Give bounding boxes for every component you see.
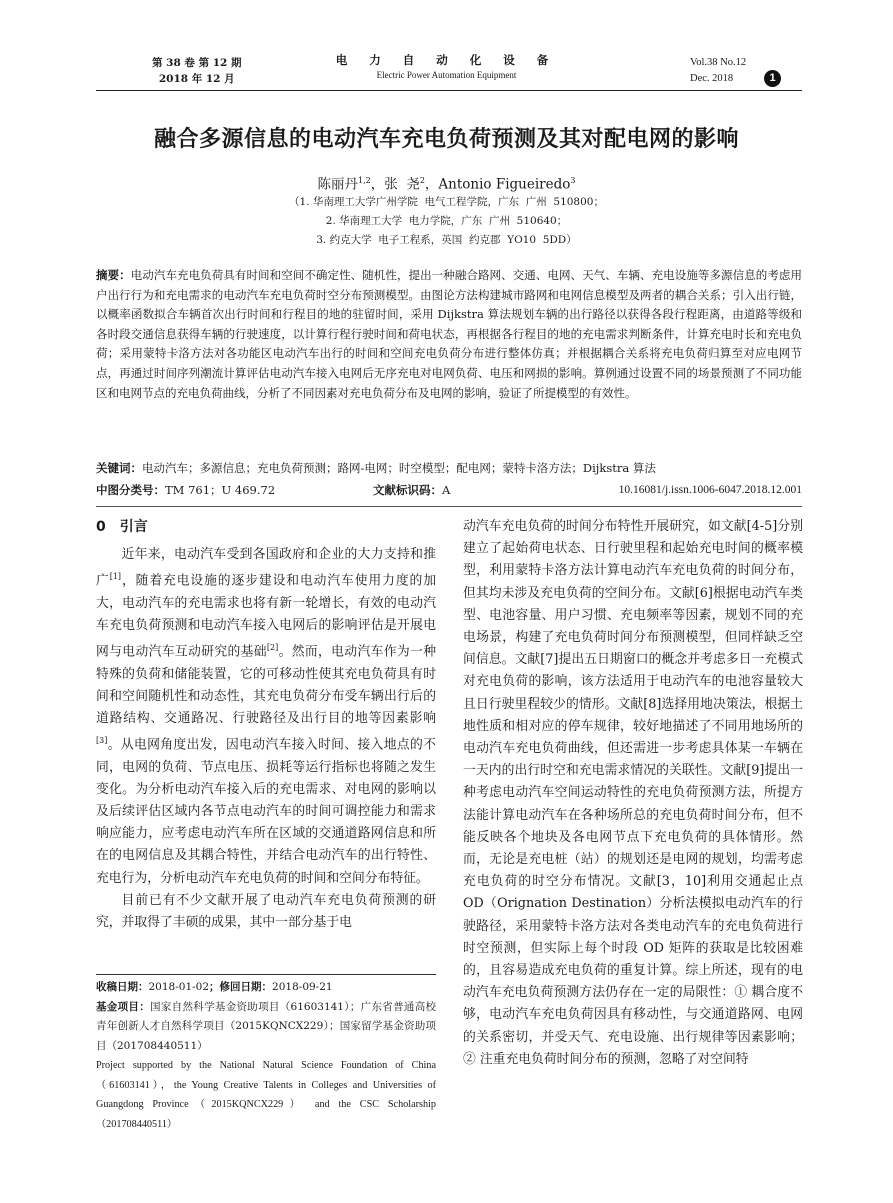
author-separator: ，: [424, 176, 439, 193]
author-affil-sup: 2: [419, 176, 425, 185]
fund-cn: [96, 998, 436, 1057]
fund-text-en: Project supported by the National Natural Science Foundation of China（61603141），the Young Creative Talents in Colleges and Universities of Guangdong Province（2015KQNCX229） and the CSC Scholarship（201708440511）: [96, 1060, 436, 1130]
keywords-text: 电动汽车；多源信息；充电负荷预测；路网-电网；时空模型；配电网；蒙特卡洛方法；Dijkstra 算法: [142, 461, 656, 475]
document-code: [373, 480, 450, 500]
footnote: [96, 978, 436, 1134]
doi: 10.16081/j.issn.1006-6047.2018.12.001: [618, 484, 802, 496]
revised-label: ；修回日期：: [209, 981, 273, 993]
author-affil-sup: 1,2: [358, 176, 371, 185]
body-text: ，随着充电设施的逐步建设和电动汽车使用力度的加大，电动汽车的充电需求也将有新一轮增长，有效的电动汽车充电负荷预测和电动汽车接入电网后的影响评估是开展电网与电动汽车互动研究的基础: [96, 573, 437, 660]
date-cn: 2018 年 12 月: [158, 73, 235, 85]
revised-date: 2018-09-21: [272, 981, 333, 993]
issue-info-en: [690, 55, 746, 87]
keywords: [96, 459, 802, 479]
body-text: 近年来，电动汽车受到各国政府和企业的大力支持和推广: [96, 547, 436, 589]
dates-line: [96, 978, 436, 998]
paper-title: 融合多源信息的电动汽车充电负荷预测及其对配电网的影响: [153, 126, 739, 152]
citation-ref[interactable]: [2]: [266, 643, 279, 653]
body-paragraph: [96, 544, 436, 890]
abstract: [96, 266, 802, 403]
affiliations: [0, 193, 893, 250]
affiliation-line: 2. 华南理工大学 电力学院，广东 广州 510640；: [325, 215, 568, 227]
body-text: 目前已有不少文献开展了电动汽车充电负荷预测的研究，并取得了丰硕的成果，其中一部分基于电: [96, 892, 436, 931]
body-text: 。从电网角度出发，因电动汽车接入时间、接入地点的不同，电网的负荷、节点电压、损耗等运行指标也将随之发生变化。为分析电动汽车接入后的充电需求、对电网的影响以及后续评估区域内各节点电动汽车的时间可调控能力和需求响应能力，应考虑电动汽车所在区域的交通道路网信息和所在的电网信息及其耦合特性，并结合电动汽车的出行特性、充电行为，分析电动汽车充电负荷的时间和空间分布特征。: [96, 737, 436, 886]
author-list: [0, 170, 893, 196]
author-affil-sup: 3: [570, 176, 576, 185]
abstract-text: 电动汽车充电负荷具有时间和空间不确定性、随机性，提出一种融合路网、交通、电网、天气、车辆、充电设施等多源信息的考虑用户出行行为和充电需求的电动汽车充电负荷时空分布预测模型。由图论方法构建城市路网和电网信息模型及两者的耦合关系；引入出行链，以概率函数拟合车辆首次出行时间和行程目的地的驻留时间，采用 Dijkstra 算法规划车辆的出行路径以获得各段行程距离，由道路等级和各时段交通信息获得车辆的行驶速度，以计算行程行驶时间和荷电状态，再根据各行程目的地的充电需求判断条件，计算充电时长和充电负荷；采用蒙特卡洛方法对各功能区电动汽车出行的时间和空间充电负荷分布进行整体仿真；并根据耦合关系将充电负荷归算至对应电网节点，再通过时间序列潮流计算评估电动汽车接入电网后无序充电对电网负荷、电压和网损的影响。算例通过设置不同的场景预测了不同功能区和电网节点的充电负荷曲线，分析了不同因素对充电负荷分布及电网的影响，验证了所提模型的有效性。: [96, 268, 803, 400]
received-label: 收稿日期：: [96, 981, 149, 993]
volume-cn: 第 38 卷 第 12 期: [152, 57, 242, 69]
clc-value: TM 761；U 469.72: [165, 483, 276, 497]
affiliation-line: 3. 约克大学 电子工程系，英国 约克郡 YO10 5DD）: [316, 234, 577, 246]
body-paragraph: [463, 516, 803, 1071]
doc-code-label: 文献标识码：: [373, 483, 442, 497]
citation-ref[interactable]: [3]: [96, 736, 108, 746]
abstract-divider: [96, 506, 802, 507]
journal-name: [0, 52, 893, 82]
clc-label: 中图分类号：: [96, 483, 165, 497]
header-divider: [96, 90, 802, 91]
journal-name-en: Electric Power Automation Equipment: [376, 70, 517, 80]
abstract-label: 摘要：: [96, 268, 131, 282]
fund-label: 基金项目：: [96, 1000, 151, 1013]
classification-line: [96, 480, 802, 500]
fund-text-cn: 国家自然科学基金资助项目（61603141）；广东省普通高校青年创新人才自然科学项目（2015KQNCX229）；国家留学基金资助项目（201708440511）: [96, 1000, 436, 1052]
running-header: [0, 52, 893, 92]
section-heading: [96, 516, 436, 538]
journal-name-cn: 电 力 自 动 化 设 备: [335, 53, 558, 67]
author-name: 陈丽丹: [317, 176, 358, 193]
author-name: Antonio Figueiredo: [438, 176, 571, 193]
received-date: 2018-01-02: [148, 981, 210, 993]
citation-ref[interactable]: [1]: [109, 572, 122, 582]
footnote-divider: [96, 974, 436, 975]
author-name: 张 尧: [384, 176, 420, 193]
date-en: Dec. 2018: [690, 73, 734, 84]
body-text: 。然而，电动汽车作为一种特殊的负荷和储能装置，它的可移动性使其充电负荷具有时间和空间随机性和动态性，其充电负荷分布受车辆出行后的道路结构、交通路况、行驶路径及出行目的地等因素影响: [96, 644, 437, 726]
section-number: 0: [96, 519, 106, 535]
body-column-left: [96, 516, 436, 934]
section-title: 引言: [119, 519, 148, 535]
keywords-label: 关键词：: [96, 461, 142, 475]
author-separator: ，: [370, 176, 385, 193]
page-number-badge: 1: [764, 70, 781, 87]
body-paragraph: [96, 890, 436, 934]
body-column-right: [463, 516, 803, 1071]
volume-en: Vol.38 No.12: [690, 57, 747, 68]
doc-code-value: A: [442, 483, 451, 497]
body-text: 动汽车充电负荷的时间分布特性开展研究，如文献[4-5]分别建立了起始荷电状态、日行驶里程和起始充电时间的概率模型，利用蒙特卡洛方法计算电动汽车充电负荷的时间分布，但其均未涉及充电负荷的空间分布。文献[6]根据电动汽车类型、电池容量、用户习惯、充电频率等因素，规划不同的充电场景，构建了充电负荷时间分布预测模型，但同样缺乏空间信息。文献[7]提出五日期窗口的概念并考虑多日一充模式对充电负荷的影响，该方法适用于电动汽车的电池容量较大且日行驶里程较少的情形。文献[8]选择用地决策法，根据土地性质和相对应的停车规律，较好地描述了不同用地场所的电动汽车充电负荷曲线，但还需进一步考虑具体某一车辆在一天内的出行时空和充电需求情况的关联性。文献[9]提出一种考虑电动汽车空间运动特性的充电负荷预测方法，所提方法能计算电动汽车在各种场所总的充电负荷时间分布，但不能反映各个地块及各电网节点下充电负荷的具体情形。然而，无论是充电桩（站）的规划还是电网的规划，均需考虑充电负荷的时空分布情况。文献[3，10]利用交通起止点 OD（Orignation Destination）分析法模拟电动汽车的行驶路径，采用蒙特卡洛方法对各类电动汽车的充电负荷进行时空预测，但实际上每个时段 OD 矩阵的获取是比较困难的，且容易造成充电负荷的重复计算。综上所述，现有的电动汽车充电负荷预测方法仍存在一定的局限性：① 耦合度不够，电动汽车充电负荷因具有移动性，与交通道路网、电网的关系密切，并受天气、充电设施、出行规律等因素影响；② 注重充电负荷时间分布的预测，忽略了对空间特: [463, 519, 803, 1067]
affiliation-line: （1. 华南理工大学广州学院 电气工程学院，广东 广州 510800；: [289, 196, 604, 208]
